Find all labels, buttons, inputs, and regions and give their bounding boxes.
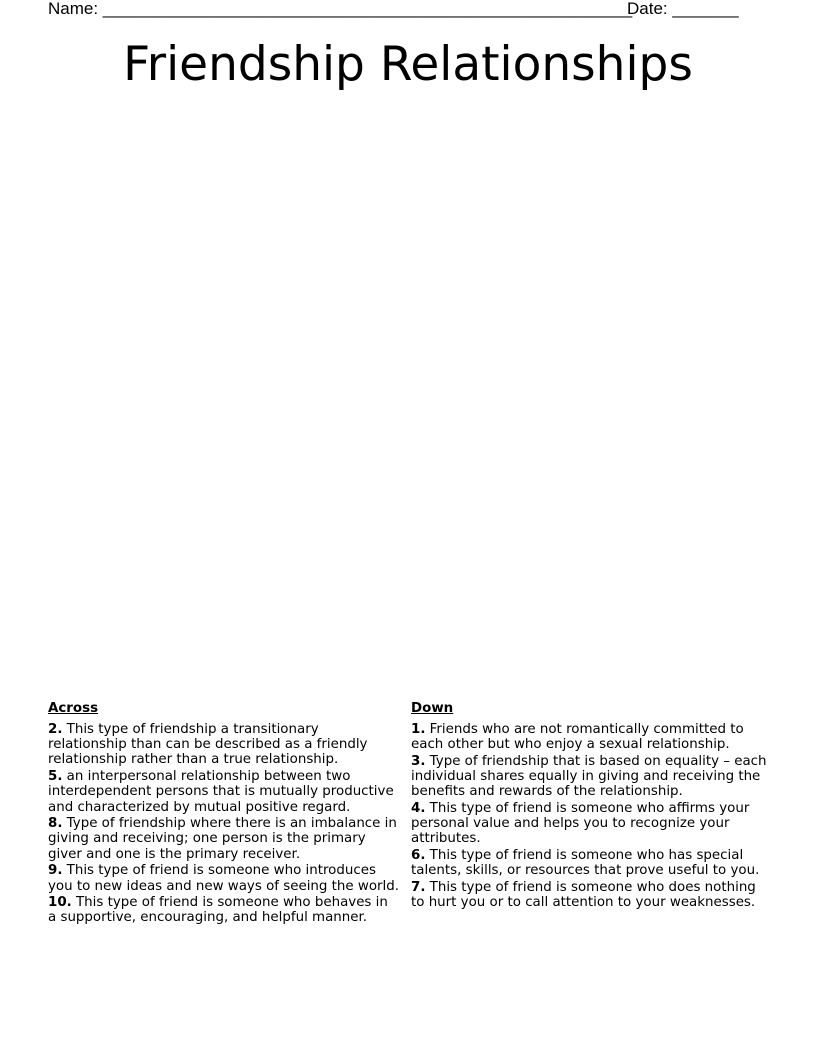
date-field[interactable]: Date: _______ <box>627 0 739 18</box>
across-clue-9: 9. This type of friend is someone who introduces you to new ideas and new ways of seeing the world. <box>48 863 400 894</box>
across-clue-10: 10. This type of friend is someone who behaves in a supportive, encouraging, and helpful manner. <box>48 895 388 926</box>
across-clue-8: 8. Type of friendship where there is an imbalance in giving and receiving; one person is the primary giver and one is the primary receiver. <box>48 816 397 862</box>
across-heading: Across <box>48 701 99 716</box>
across-clue-5: 5. an interpersonal relationship between two interdependent persons that is mutually productive and characterized by mutual positive regard. <box>48 769 394 815</box>
down-clue-4: 4. This type of friend is someone who affirms your personal value and helps you to recognize your attributes. <box>411 801 750 847</box>
across-clues <box>48 701 400 927</box>
across-clue-2: 2. This type of friendship a transitionary relationship than can be described as a friendly relationship rather than a true relationship. <box>48 722 368 768</box>
down-clues <box>411 701 771 912</box>
down-clue-3: 3. Type of friendship that is based on equality – each individual shares equally in giving and receiving the benefits and rewards of the relationship. <box>411 753 767 800</box>
name-field[interactable]: Name: ________________________________________________________ <box>48 0 633 18</box>
down-heading: Down <box>411 701 454 716</box>
page-title: Friendship Relationships <box>123 37 693 92</box>
down-clue-6: 6. This type of friend is someone who has special talents, skills, or resources that prove useful to you. <box>411 848 760 879</box>
down-clue-7: 7. This type of friend is someone who does nothing to hurt you or to call attention to your weaknesses. <box>411 880 756 911</box>
down-clue-1: 1. Friends who are not romantically committed to each other but who enjoy a sexual relationship. <box>411 722 744 753</box>
